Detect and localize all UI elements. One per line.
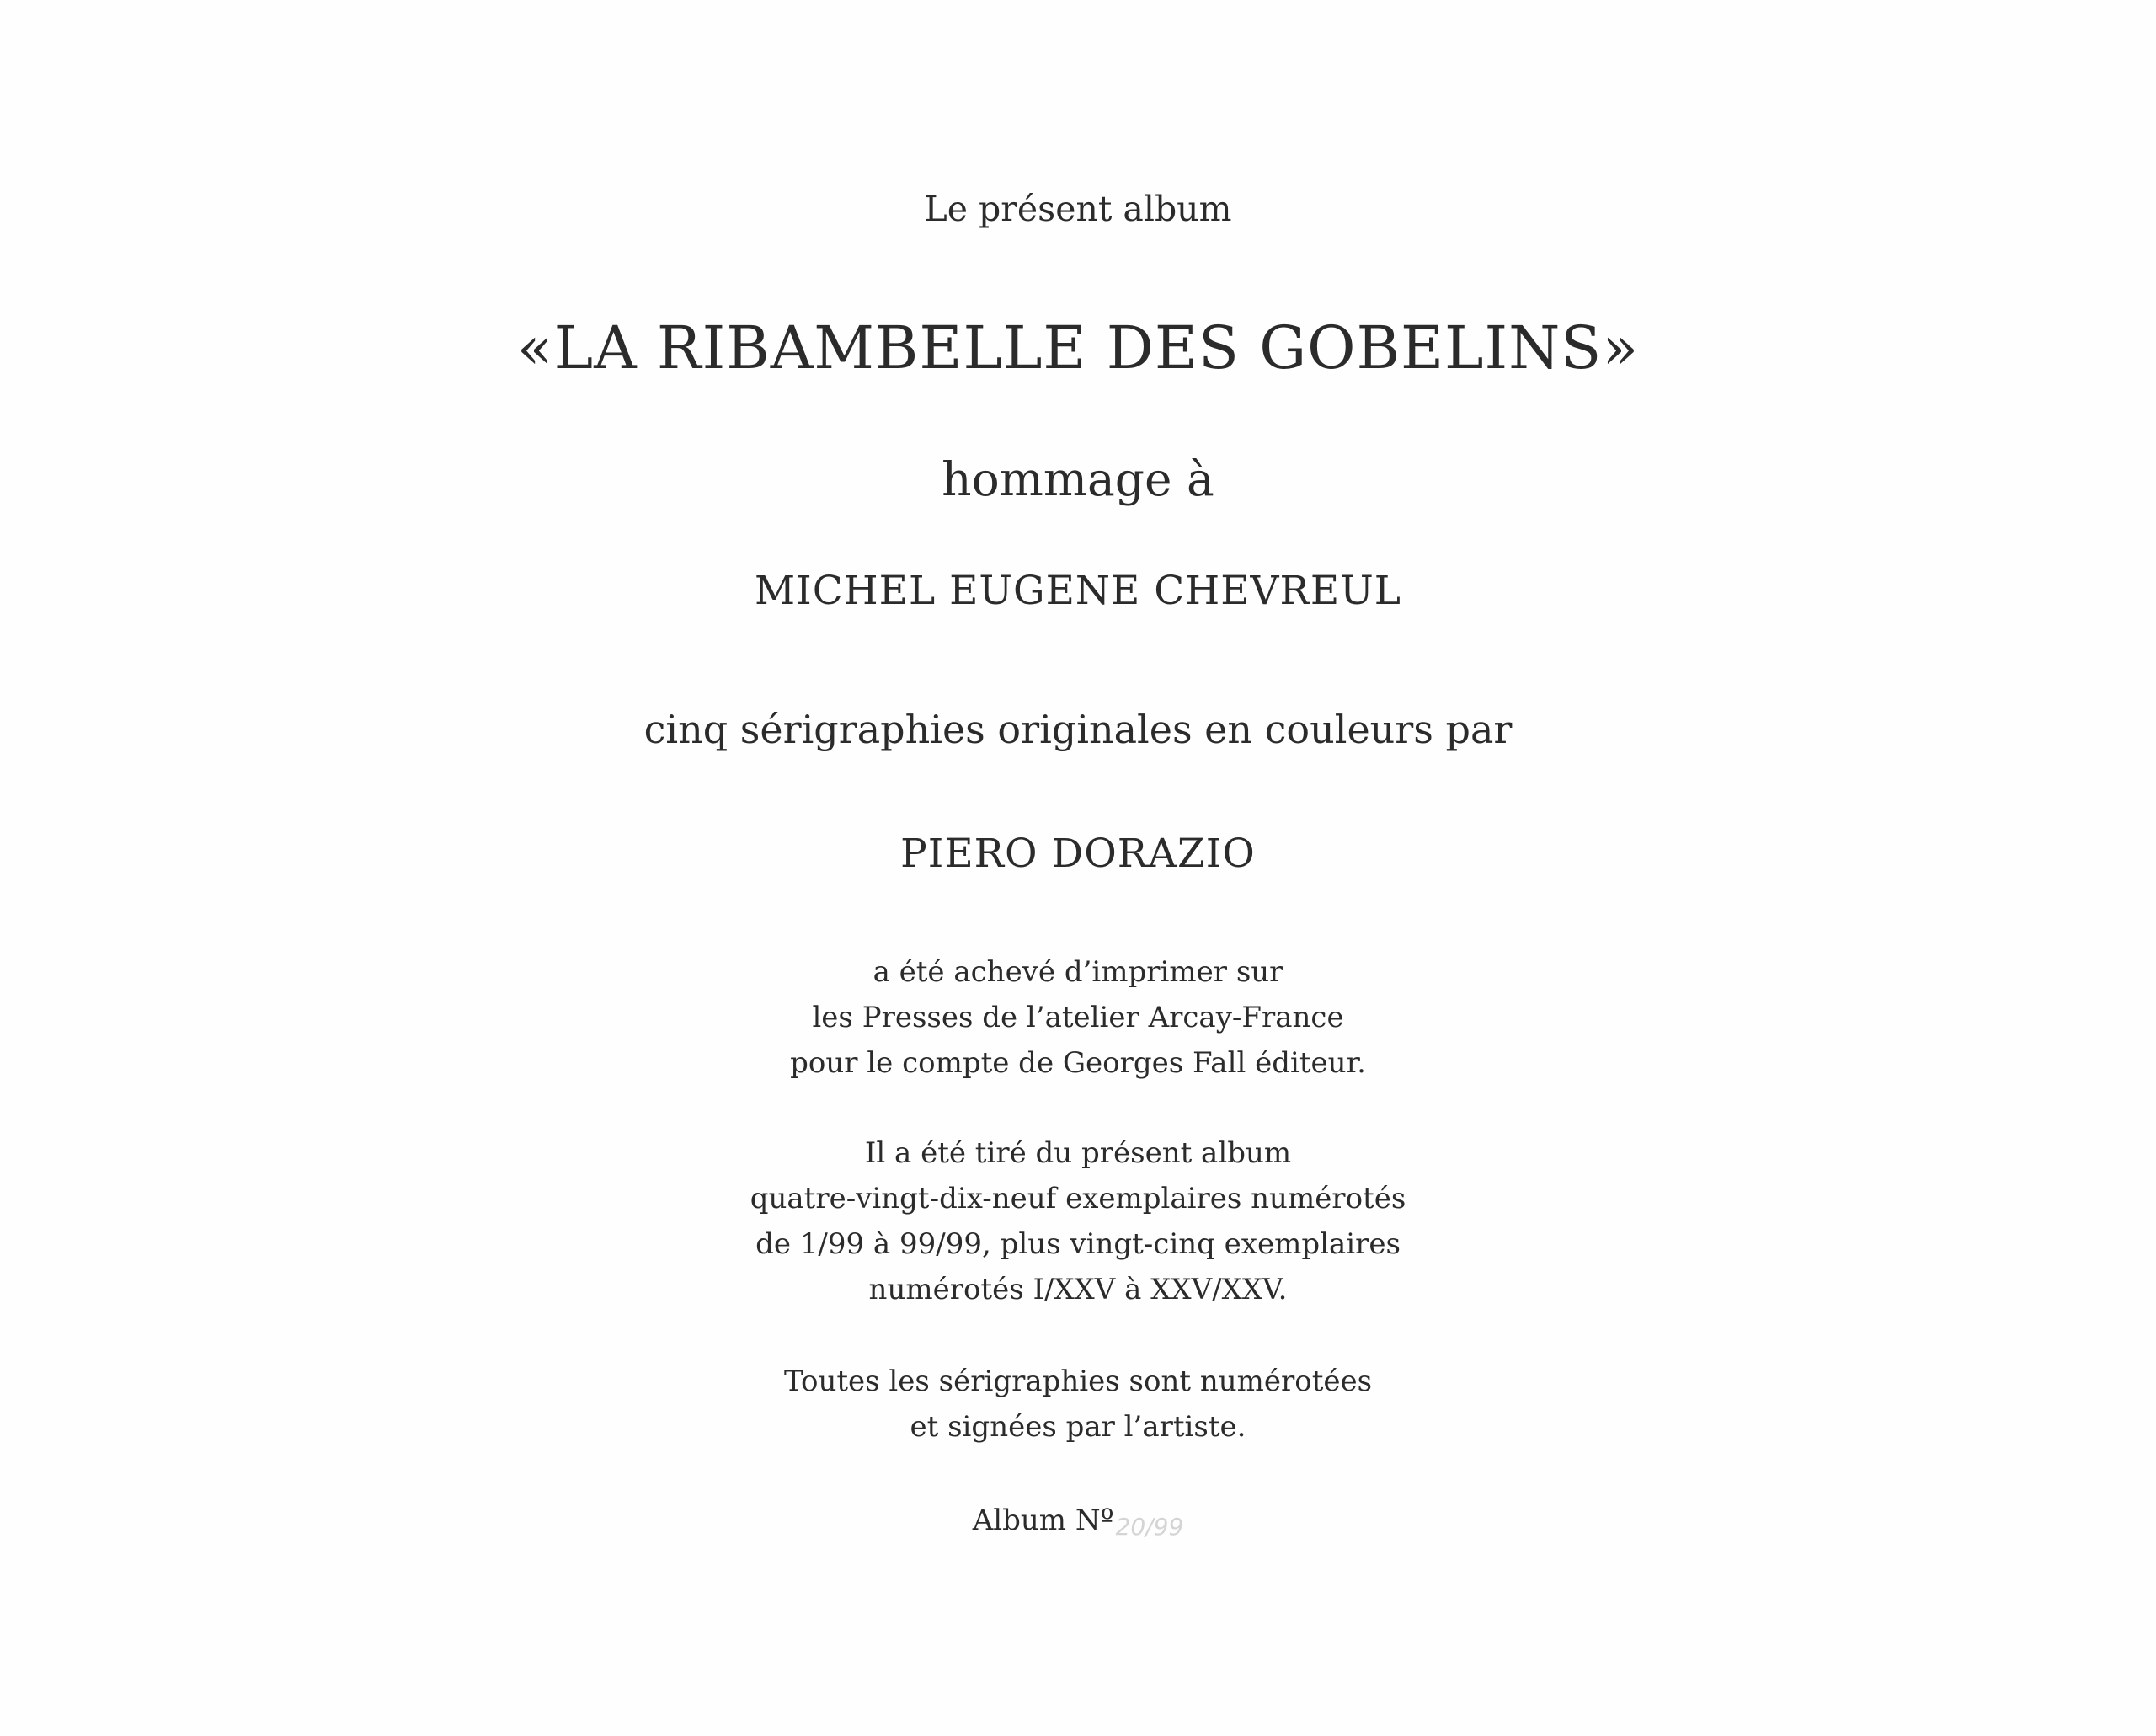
edition-line: numérotés I/XXV à XXV/XXV. [868, 1273, 1288, 1306]
album-number-label: Album Nº [972, 1504, 1114, 1537]
subtitle-line: cinq sérigraphies originales en couleurs par [643, 707, 1513, 752]
edition-line: de 1/99 à 99/99, plus vingt-cinq exemplaires [755, 1227, 1401, 1261]
edition-line: quatre-vingt-dix-neuf exemplaires numérotés [750, 1182, 1406, 1215]
printing-line: pour le compte de Georges Fall éditeur. [790, 1046, 1366, 1080]
signature-paragraph [0, 1359, 2156, 1450]
edition-paragraph [0, 1130, 2156, 1312]
homage-line: hommage à [942, 452, 1214, 506]
album-title: «LA RIBAMBELLE DES GOBELINS» [516, 313, 1640, 382]
intro-line: Le présent album [924, 189, 1232, 229]
artist-name: PIERO DORAZIO [900, 831, 1256, 877]
signature-line: Toutes les sérigraphies sont numérotées [783, 1365, 1373, 1398]
album-number-handwritten: 20/99 [1115, 1513, 1184, 1541]
signature-line: et signées par l’artiste. [910, 1410, 1246, 1444]
honoree-name: MICHEL EUGENE CHEVREUL [755, 568, 1401, 614]
printing-line: les Presses de l’atelier Arcay-France [812, 1001, 1344, 1034]
edition-line: Il a été tiré du présent album [864, 1136, 1292, 1170]
printing-paragraph [0, 949, 2156, 1086]
printing-line: a été achevé d’imprimer sur [873, 955, 1283, 989]
album-number-line [0, 1504, 2156, 1541]
